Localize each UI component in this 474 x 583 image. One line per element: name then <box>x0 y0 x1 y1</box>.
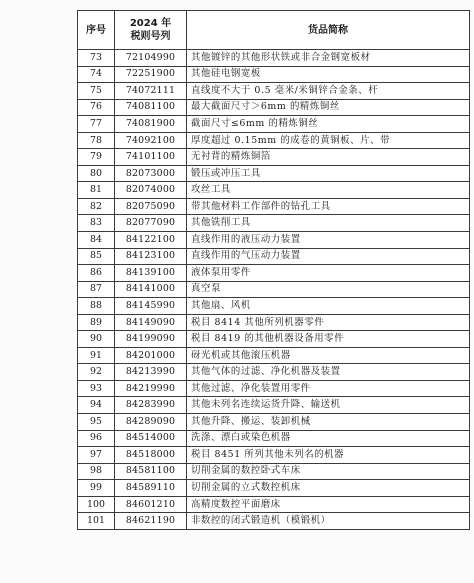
row-tariff-code-cell: 74092100 <box>115 132 187 149</box>
row-tariff-code-cell: 84518000 <box>115 447 187 464</box>
row-tariff-code-cell: 84141000 <box>115 281 187 298</box>
row-goods-name-cell: 攻丝工具 <box>187 182 470 199</box>
row-goods-name-cell: 税目 8451 所列其他未列名的机器 <box>187 447 470 464</box>
table-row <box>78 66 470 83</box>
table-row <box>78 298 470 315</box>
table-row <box>78 364 470 381</box>
row-seq-cell: 90 <box>78 331 115 348</box>
table-row <box>78 513 470 530</box>
row-goods-name-cell: 洗涤、漂白或染色机器 <box>187 430 470 447</box>
row-tariff-code-cell: 84213990 <box>115 364 187 381</box>
row-tariff-code-cell: 84219990 <box>115 380 187 397</box>
row-goods-name-cell: 非数控的闭式锻造机（模锻机） <box>187 513 470 530</box>
row-seq-cell: 86 <box>78 265 115 282</box>
row-tariff-code-cell: 84123100 <box>115 248 187 265</box>
row-seq-cell: 87 <box>78 281 115 298</box>
table-row <box>78 480 470 497</box>
row-tariff-code-cell: 82073000 <box>115 165 187 182</box>
row-seq-cell: 93 <box>78 380 115 397</box>
tariff-goods-table <box>77 10 470 530</box>
row-tariff-code-cell: 84139100 <box>115 265 187 282</box>
row-tariff-code-cell: 84514000 <box>115 430 187 447</box>
row-tariff-code-cell: 84199090 <box>115 331 187 348</box>
table-row <box>78 182 470 199</box>
row-goods-name-cell: 厚度超过 0.15mm 的成卷的黄铜板、片、带 <box>187 132 470 149</box>
table-row <box>78 430 470 447</box>
header-tariff-code-year: 2024 年 <box>129 18 172 29</box>
header-tariff-code <box>115 11 187 50</box>
row-seq-cell: 94 <box>78 397 115 414</box>
table-row <box>78 347 470 364</box>
row-goods-name-cell: 其他扇、风机 <box>187 298 470 315</box>
row-seq-cell: 77 <box>78 116 115 133</box>
row-goods-name-cell: 真空泵 <box>187 281 470 298</box>
row-seq-cell: 89 <box>78 314 115 331</box>
table-row <box>78 265 470 282</box>
row-goods-name-cell: 无衬背的精炼铜箔 <box>187 149 470 166</box>
header-tariff-code-label: 税则号列 <box>130 31 171 42</box>
row-seq-cell: 96 <box>78 430 115 447</box>
row-seq-cell: 81 <box>78 182 115 199</box>
row-seq-cell: 91 <box>78 347 115 364</box>
row-seq-cell: 88 <box>78 298 115 315</box>
row-goods-name-cell: 其他硅电钢宽板 <box>187 66 470 83</box>
row-goods-name-cell: 其他过滤、净化装置用零件 <box>187 380 470 397</box>
table-body <box>78 50 470 530</box>
row-seq-cell: 80 <box>78 165 115 182</box>
row-tariff-code-cell: 84601210 <box>115 496 187 513</box>
row-tariff-code-cell: 84145990 <box>115 298 187 315</box>
table-row <box>78 248 470 265</box>
row-goods-name-cell: 其他未列名连续运货升降、输送机 <box>187 397 470 414</box>
row-seq-cell: 73 <box>78 50 115 67</box>
row-seq-cell: 74 <box>78 66 115 83</box>
table-row <box>78 132 470 149</box>
table-row <box>78 50 470 67</box>
table-row <box>78 198 470 215</box>
row-seq-cell: 101 <box>78 513 115 530</box>
table-row <box>78 380 470 397</box>
row-goods-name-cell: 切削金属的数控卧式车床 <box>187 463 470 480</box>
header-goods-name: 货品简称 <box>187 11 470 50</box>
row-seq-cell: 76 <box>78 99 115 116</box>
row-tariff-code-cell: 72251900 <box>115 66 187 83</box>
table-row <box>78 414 470 431</box>
row-seq-cell: 79 <box>78 149 115 166</box>
row-goods-name-cell: 税目 8419 的其他机器设备用零件 <box>187 331 470 348</box>
row-goods-name-cell: 最大截面尺寸＞6mm 的精炼铜丝 <box>187 99 470 116</box>
row-tariff-code-cell: 84122100 <box>115 232 187 249</box>
table-header-row <box>78 11 470 50</box>
row-goods-name-cell: 其他升降、搬运、装卸机械 <box>187 414 470 431</box>
row-seq-cell: 82 <box>78 198 115 215</box>
row-goods-name-cell: 液体泵用零件 <box>187 265 470 282</box>
table-row <box>78 232 470 249</box>
row-seq-cell: 75 <box>78 83 115 100</box>
table-row <box>78 463 470 480</box>
row-goods-name-cell: 直线作用的气压动力装置 <box>187 248 470 265</box>
table-row <box>78 496 470 513</box>
row-goods-name-cell: 切削金属的立式数控机床 <box>187 480 470 497</box>
row-tariff-code-cell: 84589110 <box>115 480 187 497</box>
row-seq-cell: 98 <box>78 463 115 480</box>
table-row <box>78 215 470 232</box>
table-row <box>78 397 470 414</box>
row-tariff-code-cell: 84581100 <box>115 463 187 480</box>
table-row <box>78 116 470 133</box>
table-row <box>78 331 470 348</box>
row-tariff-code-cell: 84289090 <box>115 414 187 431</box>
row-tariff-code-cell: 74081900 <box>115 116 187 133</box>
row-tariff-code-cell: 84149090 <box>115 314 187 331</box>
row-goods-name-cell: 直线度不大于 0.5 毫米/米铜锌合金条、杆 <box>187 83 470 100</box>
row-seq-cell: 78 <box>78 132 115 149</box>
header-seq: 序号 <box>78 11 115 50</box>
row-goods-name-cell: 其他气体的过滤、净化机器及装置 <box>187 364 470 381</box>
row-goods-name-cell: 高精度数控平面磨床 <box>187 496 470 513</box>
table-row <box>78 149 470 166</box>
row-tariff-code-cell: 74101100 <box>115 149 187 166</box>
row-goods-name-cell: 税目 8414 其他所列机器零件 <box>187 314 470 331</box>
row-seq-cell: 100 <box>78 496 115 513</box>
row-tariff-code-cell: 82074000 <box>115 182 187 199</box>
row-tariff-code-cell: 84621190 <box>115 513 187 530</box>
row-tariff-code-cell: 72104990 <box>115 50 187 67</box>
row-goods-name-cell: 锻压或冲压工具 <box>187 165 470 182</box>
row-goods-name-cell: 砑光机或其他滚压机器 <box>187 347 470 364</box>
row-seq-cell: 85 <box>78 248 115 265</box>
table-row <box>78 314 470 331</box>
table-row <box>78 281 470 298</box>
row-goods-name-cell: 其他镀锌的其他形状铁或非合金钢宽板材 <box>187 50 470 67</box>
row-tariff-code-cell: 84201000 <box>115 347 187 364</box>
row-seq-cell: 92 <box>78 364 115 381</box>
table-row <box>78 165 470 182</box>
row-seq-cell: 84 <box>78 232 115 249</box>
table-row <box>78 99 470 116</box>
row-seq-cell: 97 <box>78 447 115 464</box>
row-seq-cell: 95 <box>78 414 115 431</box>
row-tariff-code-cell: 74072111 <box>115 83 187 100</box>
row-seq-cell: 83 <box>78 215 115 232</box>
row-tariff-code-cell: 82075090 <box>115 198 187 215</box>
row-goods-name-cell: 直线作用的液压动力装置 <box>187 232 470 249</box>
row-goods-name-cell: 其他铣削工具 <box>187 215 470 232</box>
row-seq-cell: 99 <box>78 480 115 497</box>
row-goods-name-cell: 带其他材料工作部件的钻孔工具 <box>187 198 470 215</box>
row-tariff-code-cell: 74081100 <box>115 99 187 116</box>
row-tariff-code-cell: 84283990 <box>115 397 187 414</box>
row-goods-name-cell: 截面尺寸≤6mm 的精炼铜丝 <box>187 116 470 133</box>
row-tariff-code-cell: 82077090 <box>115 215 187 232</box>
table-row <box>78 83 470 100</box>
table-row <box>78 447 470 464</box>
